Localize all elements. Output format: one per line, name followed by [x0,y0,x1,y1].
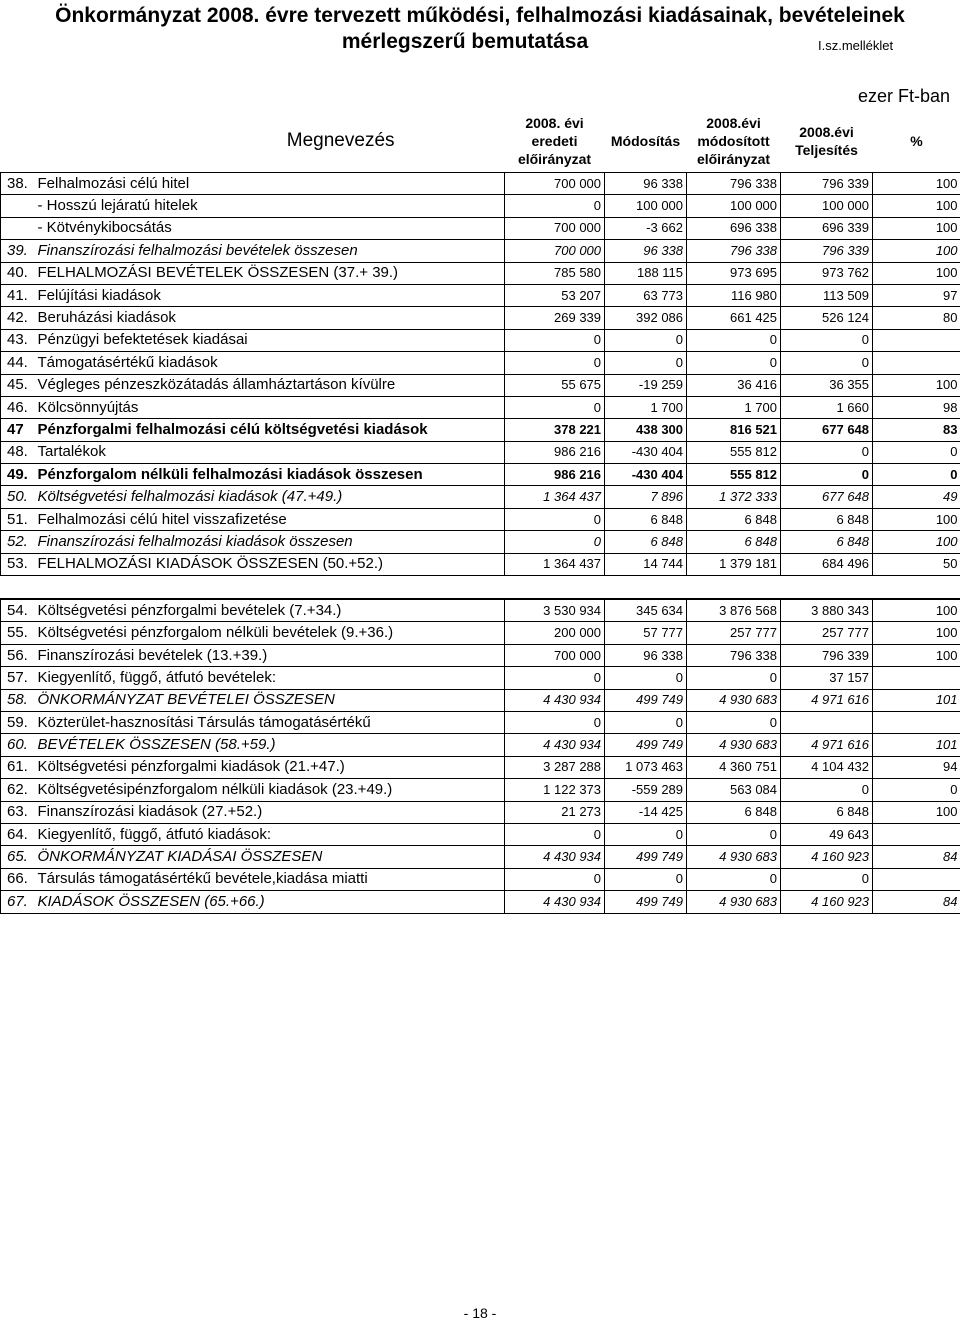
row-label: Költségvetési pénzforgalmi kiadások (21.+47.) [35,756,505,778]
modification-value: -559 289 [605,779,687,801]
modification-value: -3 662 [605,217,687,239]
row-number: 56. [1,644,35,666]
percent-value [873,352,960,374]
modification-value: 188 115 [605,262,687,284]
modification-value: 0 [605,711,687,733]
modified-value: 6 848 [687,508,781,530]
row-label: Finanszírozási felhalmozási kiadások összesen [35,531,505,553]
row-label: FELHALMOZÁSI BEVÉTELEK ÖSSZESEN (37.+ 39.) [35,262,505,284]
modified-value: 116 980 [687,284,781,306]
original-value: 0 [505,195,605,217]
actual-value: 257 777 [781,622,873,644]
modification-value: 96 338 [605,240,687,262]
percent-value: 100 [873,622,960,644]
row-label: Támogatásértékű kiadások [35,352,505,374]
row-number: 58. [1,689,35,711]
row-label: Pénzügyi befektetések kiadásai [35,329,505,351]
modification-value: 499 749 [605,891,687,913]
original-value: 986 216 [505,441,605,463]
modified-value: 0 [687,667,781,689]
original-value: 0 [505,711,605,733]
percent-value: 100 [873,508,960,530]
annex-label: I.sz.melléklet [818,38,894,53]
header-percent: % [873,110,960,173]
table-row [1,240,960,262]
actual-value: 796 339 [781,644,873,666]
row-number: 41. [1,284,35,306]
percent-value: 101 [873,689,960,711]
row-label: Kiegyenlítő, függő, átfutó kiadások: [35,823,505,845]
actual-value: 4 104 432 [781,756,873,778]
percent-value: 100 [873,531,960,553]
percent-value [873,711,960,733]
row-number: 43. [1,329,35,351]
table-row [1,756,960,778]
row-number [1,217,35,239]
row-label: Pénzforgalmi felhalmozási célú költségvetési kiadások [35,419,505,441]
percent-value: 0 [873,464,960,486]
original-value: 269 339 [505,307,605,329]
original-value: 0 [505,531,605,553]
actual-value: 6 848 [781,801,873,823]
modification-value: 0 [605,329,687,351]
modified-value: 796 338 [687,173,781,195]
row-number: 48. [1,441,35,463]
actual-value: 0 [781,464,873,486]
row-number: 60. [1,734,35,756]
actual-value: 113 509 [781,284,873,306]
modification-value: 1 700 [605,396,687,418]
original-value: 3 530 934 [505,599,605,622]
original-value: 200 000 [505,622,605,644]
modified-value: 4 930 683 [687,846,781,868]
table-row [1,441,960,463]
row-number: 59. [1,711,35,733]
modified-value: 6 848 [687,531,781,553]
actual-value: 796 339 [781,240,873,262]
original-value: 55 675 [505,374,605,396]
original-value: 4 430 934 [505,734,605,756]
table-row [1,284,960,306]
row-label: BEVÉTELEK ÖSSZESEN (58.+59.) [35,734,505,756]
table-row [1,352,960,374]
actual-value: 49 643 [781,823,873,845]
percent-value: 100 [873,217,960,239]
original-value: 3 287 288 [505,756,605,778]
actual-value: 6 848 [781,531,873,553]
row-number: 46. [1,396,35,418]
percent-value: 0 [873,441,960,463]
row-number: 57. [1,667,35,689]
modification-value: 499 749 [605,689,687,711]
original-value: 4 430 934 [505,891,605,913]
modified-value: 816 521 [687,419,781,441]
modified-value: 563 084 [687,779,781,801]
modified-value: 6 848 [687,801,781,823]
table-row [1,711,960,733]
row-number [1,195,35,217]
table-row [1,531,960,553]
row-number: 54. [1,599,35,622]
row-number: 67. [1,891,35,913]
percent-value: 0 [873,779,960,801]
row-label: - Kötvénykibocsátás [35,217,505,239]
row-label: Kiegyenlítő, függő, átfutó bevételek: [35,667,505,689]
original-value: 700 000 [505,217,605,239]
original-value: 986 216 [505,464,605,486]
actual-value: 6 848 [781,508,873,530]
row-label: Felújítási kiadások [35,284,505,306]
table-row [1,374,960,396]
row-label: Beruházási kiadások [35,307,505,329]
row-number: 44. [1,352,35,374]
modified-value: 555 812 [687,464,781,486]
modification-value: 57 777 [605,622,687,644]
modified-value: 1 379 181 [687,553,781,575]
original-value: 0 [505,508,605,530]
modification-value: 7 896 [605,486,687,508]
percent-value: 100 [873,599,960,622]
table-row [1,217,960,239]
percent-value: 94 [873,756,960,778]
row-number: 53. [1,553,35,575]
actual-value: 100 000 [781,195,873,217]
table-row [1,734,960,756]
modification-value: -14 425 [605,801,687,823]
modification-value: -430 404 [605,464,687,486]
modification-value: 100 000 [605,195,687,217]
row-number: 52. [1,531,35,553]
row-number: 55. [1,622,35,644]
modified-value: 696 338 [687,217,781,239]
table-row [1,195,960,217]
percent-value: 50 [873,553,960,575]
table-row [1,801,960,823]
actual-value: 677 648 [781,419,873,441]
original-value: 0 [505,329,605,351]
row-number: 50. [1,486,35,508]
original-value: 1 122 373 [505,779,605,801]
modified-value: 0 [687,823,781,845]
modification-value: 6 848 [605,508,687,530]
row-number: 45. [1,374,35,396]
row-label: ÖNKORMÁNYZAT KIADÁSAI ÖSSZESEN [35,846,505,868]
header-original: 2008. évi eredeti előirányzat [505,110,605,173]
original-value: 0 [505,667,605,689]
modification-value: -430 404 [605,441,687,463]
header-modified: 2008.évi módosított előirányzat [687,110,781,173]
row-label: - Hosszú lejáratú hitelek [35,195,505,217]
row-label: Finanszírozási felhalmozási bevételek összesen [35,240,505,262]
modified-value: 36 416 [687,374,781,396]
percent-value: 84 [873,891,960,913]
row-label: Kölcsönnyújtás [35,396,505,418]
modification-value: 6 848 [605,531,687,553]
original-value: 0 [505,396,605,418]
header-name: Megnevezés [1,110,505,173]
actual-value: 3 880 343 [781,599,873,622]
modification-value: 96 338 [605,173,687,195]
modification-value: 499 749 [605,846,687,868]
row-label: KIADÁSOK ÖSSZESEN (65.+66.) [35,891,505,913]
modification-value: 96 338 [605,644,687,666]
row-label: Költségvetési pénzforgalom nélküli bevételek (9.+36.) [35,622,505,644]
actual-value: 526 124 [781,307,873,329]
percent-value: 100 [873,173,960,195]
percent-value: 49 [873,486,960,508]
row-number: 49. [1,464,35,486]
percent-value: 100 [873,195,960,217]
table-row [1,599,960,622]
original-value: 0 [505,868,605,890]
modification-value: 0 [605,667,687,689]
modified-value: 257 777 [687,622,781,644]
percent-value [873,823,960,845]
modification-value: 63 773 [605,284,687,306]
row-number: 51. [1,508,35,530]
percent-value: 100 [873,374,960,396]
row-label: FELHALMOZÁSI KIADÁSOK ÖSSZESEN (50.+52.) [35,553,505,575]
row-number: 40. [1,262,35,284]
original-value: 4 430 934 [505,689,605,711]
modified-value: 661 425 [687,307,781,329]
percent-value [873,868,960,890]
row-number: 63. [1,801,35,823]
actual-value: 0 [781,441,873,463]
modified-value: 796 338 [687,644,781,666]
row-number: 62. [1,779,35,801]
actual-value: 4 971 616 [781,734,873,756]
original-value: 378 221 [505,419,605,441]
modified-value: 796 338 [687,240,781,262]
table-row [1,823,960,845]
table-row [1,464,960,486]
unit-label: ezer Ft-ban [858,86,951,106]
percent-value: 100 [873,801,960,823]
percent-value: 100 [873,262,960,284]
original-value: 700 000 [505,173,605,195]
actual-value: 0 [781,779,873,801]
original-value: 700 000 [505,240,605,262]
header-actual: 2008.évi Teljesítés [781,110,873,173]
modified-value: 4 360 751 [687,756,781,778]
modification-value: 392 086 [605,307,687,329]
percent-value: 84 [873,846,960,868]
table-row [1,508,960,530]
row-number: 66. [1,868,35,890]
percent-value: 97 [873,284,960,306]
original-value: 0 [505,823,605,845]
percent-value: 100 [873,644,960,666]
percent-value [873,667,960,689]
table-row [1,396,960,418]
percent-value: 98 [873,396,960,418]
row-label: Társulás támogatásértékű bevétele,kiadása miatti [35,868,505,890]
row-label: ÖNKORMÁNYZAT BEVÉTELEI ÖSSZESEN [35,689,505,711]
modified-value: 100 000 [687,195,781,217]
modified-value: 973 695 [687,262,781,284]
percent-value: 83 [873,419,960,441]
percent-value: 80 [873,307,960,329]
table-row [1,868,960,890]
row-label: Költségvetési pénzforgalmi bevételek (7.+34.) [35,599,505,622]
table-row [1,553,960,575]
table-row [1,486,960,508]
row-number: 61. [1,756,35,778]
row-label: Finanszírozási bevételek (13.+39.) [35,644,505,666]
modified-value: 1 372 333 [687,486,781,508]
modification-value: 1 073 463 [605,756,687,778]
original-value: 53 207 [505,284,605,306]
actual-value: 0 [781,329,873,351]
table-row [1,891,960,913]
original-value: 1 364 437 [505,553,605,575]
table-row [1,622,960,644]
actual-value: 4 971 616 [781,689,873,711]
budget-table [0,110,960,914]
header-modification: Módosítás [605,110,687,173]
row-label: Finanszírozási kiadások (27.+52.) [35,801,505,823]
actual-value: 973 762 [781,262,873,284]
page-title: Önkormányzat 2008. évre tervezett működési, felhalmozási kiadásainak, bevételeinek [55,4,905,27]
modified-value: 555 812 [687,441,781,463]
row-label: Felhalmozási célú hitel [35,173,505,195]
actual-value [781,711,873,733]
page-subtitle: mérlegszerű bemutatása [341,30,589,53]
row-number: 38. [1,173,35,195]
modification-value: 438 300 [605,419,687,441]
row-label: Közterület-hasznosítási Társulás támogatásértékű [35,711,505,733]
row-number: 39. [1,240,35,262]
original-value: 21 273 [505,801,605,823]
percent-value: 100 [873,240,960,262]
row-label: Költségvetési felhalmozási kiadások (47.+49.) [35,486,505,508]
actual-value: 0 [781,868,873,890]
row-number: 65. [1,846,35,868]
modified-value: 1 700 [687,396,781,418]
modified-value: 3 876 568 [687,599,781,622]
actual-value: 1 660 [781,396,873,418]
table-row [1,173,960,195]
row-number: 47 [1,419,35,441]
modification-value: 0 [605,823,687,845]
table-row [1,419,960,441]
modification-value: -19 259 [605,374,687,396]
modified-value: 0 [687,352,781,374]
row-number: 42. [1,307,35,329]
actual-value: 696 339 [781,217,873,239]
modification-value: 499 749 [605,734,687,756]
modification-value: 14 744 [605,553,687,575]
actual-value: 4 160 923 [781,846,873,868]
modified-value: 4 930 683 [687,734,781,756]
table-row [1,644,960,666]
row-label: Pénzforgalom nélküli felhalmozási kiadások összesen [35,464,505,486]
table-row [1,329,960,351]
original-value: 0 [505,352,605,374]
row-label: Tartalékok [35,441,505,463]
row-number: 64. [1,823,35,845]
modified-value: 4 930 683 [687,891,781,913]
modified-value: 0 [687,868,781,890]
actual-value: 4 160 923 [781,891,873,913]
original-value: 4 430 934 [505,846,605,868]
table-row [1,689,960,711]
table-row [1,307,960,329]
percent-value [873,329,960,351]
percent-value: 101 [873,734,960,756]
actual-value: 684 496 [781,553,873,575]
modified-value: 0 [687,329,781,351]
actual-value: 37 157 [781,667,873,689]
original-value: 700 000 [505,644,605,666]
actual-value: 36 355 [781,374,873,396]
table-row [1,262,960,284]
row-label: Felhalmozási célú hitel visszafizetése [35,508,505,530]
row-label: Költségvetésipénzforgalom nélküli kiadások (23.+49.) [35,779,505,801]
actual-value: 796 339 [781,173,873,195]
original-value: 1 364 437 [505,486,605,508]
actual-value: 677 648 [781,486,873,508]
original-value: 785 580 [505,262,605,284]
table-row [1,667,960,689]
row-label: Végleges pénzeszközátadás államháztartáson kívülre [35,374,505,396]
page-number: - 18 - [463,1305,497,1321]
table-row [1,846,960,868]
modified-value: 4 930 683 [687,689,781,711]
table-row [1,779,960,801]
modification-value: 0 [605,352,687,374]
actual-value: 0 [781,352,873,374]
modification-value: 0 [605,868,687,890]
modification-value: 345 634 [605,599,687,622]
modified-value: 0 [687,711,781,733]
